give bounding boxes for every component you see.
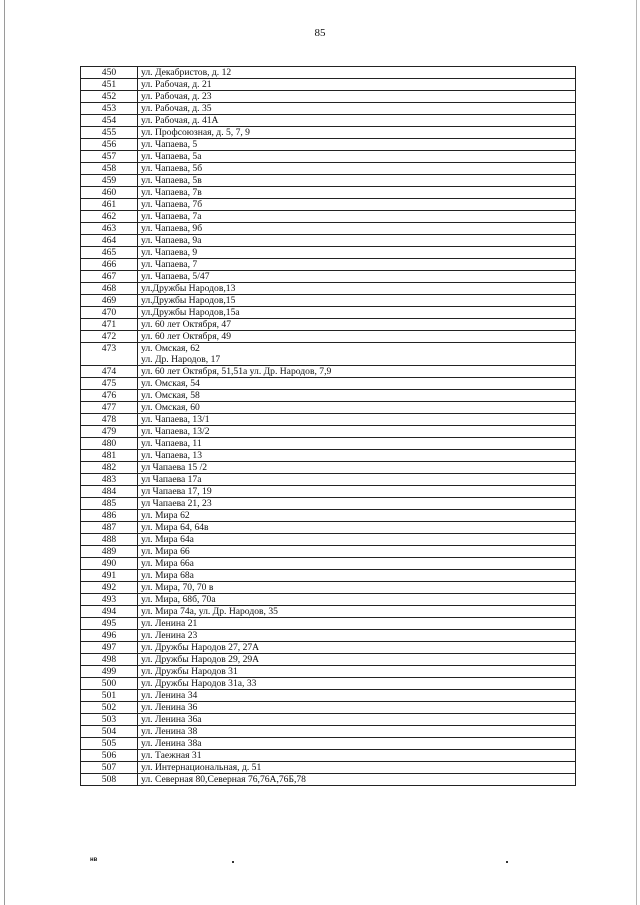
address-cell: [138, 774, 576, 786]
address-table-body: [81, 67, 576, 786]
address-cell: [138, 702, 576, 714]
address-cell: [138, 271, 576, 283]
row-number: 473: [81, 343, 138, 366]
address-cell: [138, 534, 576, 546]
table-row: [81, 259, 576, 271]
row-number: 477: [81, 402, 138, 414]
table-row: [81, 235, 576, 247]
table-row: [81, 187, 576, 199]
table-row: [81, 103, 576, 115]
address-line: ул. 60 лет Октября, 49: [141, 331, 232, 342]
row-number: 492: [81, 582, 138, 594]
address-cell: [138, 235, 576, 247]
row-number: 470: [81, 307, 138, 319]
address-line: ул. Омская, 54: [141, 378, 200, 389]
table-row: [81, 558, 576, 570]
table-row: [81, 366, 576, 378]
address-cell: [138, 366, 576, 378]
address-cell: [138, 690, 576, 702]
table-row: [81, 534, 576, 546]
table-row: [81, 199, 576, 211]
address-line: ул. Чапаева, 13/1: [141, 414, 210, 425]
table-row: [81, 163, 576, 175]
row-number: 483: [81, 474, 138, 486]
row-number: 503: [81, 714, 138, 726]
table-row: [81, 378, 576, 390]
table-row: [81, 462, 576, 474]
address-line: ул.Дружбы Народов,15: [141, 295, 236, 306]
address-line: ул. Ленина 36: [141, 702, 198, 713]
table-row: [81, 127, 576, 139]
row-number: 457: [81, 151, 138, 163]
row-number: 465: [81, 247, 138, 259]
table-row: [81, 594, 576, 606]
table-row: [81, 762, 576, 774]
address-cell: [138, 211, 576, 223]
table-row: [81, 390, 576, 402]
row-number: 494: [81, 606, 138, 618]
table-row: [81, 714, 576, 726]
address-cell: [138, 283, 576, 295]
table-row: [81, 91, 576, 103]
address-cell: [138, 175, 576, 187]
table-row: [81, 570, 576, 582]
row-number: 482: [81, 462, 138, 474]
table-row: [81, 726, 576, 738]
address-line: ул. Ленина 21: [141, 618, 198, 629]
address-line: ул. Мира, 68б, 70а: [141, 594, 216, 605]
address-cell: [138, 474, 576, 486]
address-cell: [138, 654, 576, 666]
address-line: ул. Декабристов, д. 12: [141, 67, 232, 78]
table-row: [81, 582, 576, 594]
address-cell: [138, 762, 576, 774]
address-cell: [138, 450, 576, 462]
row-number: 502: [81, 702, 138, 714]
address-cell: [138, 594, 576, 606]
address-line: ул. Чапаева, 9а: [141, 235, 202, 246]
table-row: [81, 79, 576, 91]
address-line: ул. Мира 62: [141, 510, 190, 521]
row-number: 493: [81, 594, 138, 606]
table-row: [81, 247, 576, 259]
table-row: [81, 474, 576, 486]
row-number: 450: [81, 67, 138, 79]
row-number: 487: [81, 522, 138, 534]
address-line: ул. Интернациональная, д. 51: [141, 762, 262, 773]
address-cell: [138, 510, 576, 522]
address-cell: [138, 259, 576, 271]
row-number: 490: [81, 558, 138, 570]
row-number: 462: [81, 211, 138, 223]
table-row: [81, 702, 576, 714]
row-number: 469: [81, 295, 138, 307]
table-row: [81, 678, 576, 690]
address-cell: [138, 402, 576, 414]
address-cell: [138, 438, 576, 450]
address-line: ул. Ленина 36а: [141, 714, 202, 725]
row-number: 508: [81, 774, 138, 786]
table-row: [81, 115, 576, 127]
address-cell: [138, 331, 576, 343]
address-cell: [138, 103, 576, 115]
address-line: ул. Ленина 38: [141, 726, 198, 737]
address-cell: [138, 199, 576, 211]
table-row: [81, 546, 576, 558]
address-cell: [138, 486, 576, 498]
table-row: [81, 307, 576, 319]
address-line: ул. Дружбы Народов 29, 29А: [141, 654, 260, 665]
table-row: [81, 67, 576, 79]
table-row: [81, 690, 576, 702]
address-cell: [138, 642, 576, 654]
page-edge-left: [4, 0, 5, 905]
row-number: 486: [81, 510, 138, 522]
row-number: 464: [81, 235, 138, 247]
address-line: ул. Чапаева, 5в: [141, 175, 202, 186]
address-line: ул. 60 лет Октября, 51,51а ул. Др. Народов, 7,9: [141, 366, 332, 377]
row-number: 471: [81, 319, 138, 331]
address-line: ул. Чапаева, 5/47: [141, 271, 210, 282]
row-number: 466: [81, 259, 138, 271]
address-cell: [138, 139, 576, 151]
table-row: [81, 211, 576, 223]
address-line: ул. Чапаева, 13/2: [141, 426, 210, 437]
table-row: [81, 319, 576, 331]
row-number: 451: [81, 79, 138, 91]
address-cell: [138, 163, 576, 175]
table-row: [81, 486, 576, 498]
address-cell: [138, 127, 576, 139]
table-row: [81, 151, 576, 163]
address-line: ул. Омская, 60: [141, 402, 200, 413]
address-cell: [138, 666, 576, 678]
address-cell: [138, 187, 576, 199]
address-line: ул. Мира 66а: [141, 558, 194, 569]
row-number: 480: [81, 438, 138, 450]
address-cell: [138, 462, 576, 474]
table-row: [81, 426, 576, 438]
table-row: [81, 438, 576, 450]
address-cell: [138, 750, 576, 762]
address-cell: [138, 582, 576, 594]
address-cell: [138, 738, 576, 750]
address-cell: [138, 307, 576, 319]
row-number: 458: [81, 163, 138, 175]
table-row: [81, 139, 576, 151]
footer-mark: нв: [90, 857, 98, 863]
address-line: ул. Мира 64а: [141, 534, 194, 545]
address-line: ул. Чапаева, 7б: [141, 199, 203, 210]
address-line: ул. Чапаева, 9: [141, 247, 198, 258]
address-line: ул Чапаева 17а: [141, 474, 202, 485]
address-line: ул. Мира, 70, 70 в: [141, 582, 214, 593]
table-row: [81, 402, 576, 414]
table-row: [81, 175, 576, 187]
row-number: 495: [81, 618, 138, 630]
address-table: [80, 66, 576, 786]
address-cell: [138, 91, 576, 103]
address-line: ул. Мира 68а: [141, 570, 194, 581]
row-number: 474: [81, 366, 138, 378]
address-cell: [138, 319, 576, 331]
address-line: ул. Рабочая, д. 21: [141, 79, 212, 90]
address-line: ул. Северная 80,Северная 76,76А,76Б,78: [141, 774, 306, 785]
row-number: 506: [81, 750, 138, 762]
address-line: ул. Омская, 58: [141, 390, 200, 401]
address-line: ул. Омская, 62: [141, 343, 200, 354]
address-line: ул. Ленина 23: [141, 630, 198, 641]
table-row: [81, 331, 576, 343]
row-number: 500: [81, 678, 138, 690]
address-line: ул. Таежная 31: [141, 750, 202, 761]
address-cell: [138, 630, 576, 642]
address-cell: [138, 414, 576, 426]
address-line: ул. Дружбы Народов 31а, 33: [141, 678, 257, 689]
row-number: 472: [81, 331, 138, 343]
table-row: [81, 283, 576, 295]
row-number: 505: [81, 738, 138, 750]
address-cell: [138, 390, 576, 402]
address-line: ул. Мира 74а, ул. Др. Народов, 35: [141, 606, 278, 617]
row-number: 488: [81, 534, 138, 546]
table-row: [81, 642, 576, 654]
row-number: 455: [81, 127, 138, 139]
row-number: 463: [81, 223, 138, 235]
address-cell: [138, 606, 576, 618]
address-cell: [138, 115, 576, 127]
address-line: ул. Др. Народов, 17: [141, 354, 221, 365]
row-number: 497: [81, 642, 138, 654]
address-cell: [138, 570, 576, 582]
page-edge-right: [636, 0, 637, 905]
address-cell: [138, 295, 576, 307]
row-number: 489: [81, 546, 138, 558]
address-cell: [138, 378, 576, 390]
address-cell: [138, 79, 576, 91]
row-number: 468: [81, 283, 138, 295]
row-number: 475: [81, 378, 138, 390]
table-row: [81, 654, 576, 666]
table-row: [81, 618, 576, 630]
table-row: [81, 343, 576, 366]
address-line: ул. Чапаева, 5б: [141, 163, 203, 174]
scan-dot: [506, 861, 508, 863]
address-cell: [138, 151, 576, 163]
row-number: 504: [81, 726, 138, 738]
address-cell: [138, 67, 576, 79]
row-number: 491: [81, 570, 138, 582]
address-line: ул. Чапаева, 7в: [141, 187, 202, 198]
address-cell: [138, 558, 576, 570]
address-line: ул. Дружбы Народов 31: [141, 666, 238, 677]
address-cell: [138, 498, 576, 510]
row-number: 456: [81, 139, 138, 151]
row-number: 498: [81, 654, 138, 666]
table-row: [81, 223, 576, 235]
table-row: [81, 666, 576, 678]
row-number: 499: [81, 666, 138, 678]
row-number: 461: [81, 199, 138, 211]
row-number: 454: [81, 115, 138, 127]
address-line: ул. Чапаева, 11: [141, 438, 202, 449]
address-line: ул Чапаева 15 /2: [141, 462, 208, 473]
address-line: ул. Мира 66: [141, 546, 190, 557]
row-number: 507: [81, 762, 138, 774]
row-number: 459: [81, 175, 138, 187]
row-number: 501: [81, 690, 138, 702]
table-row: [81, 630, 576, 642]
row-number: 484: [81, 486, 138, 498]
table-row: [81, 414, 576, 426]
scan-dot: [232, 861, 234, 863]
row-number: 453: [81, 103, 138, 115]
address-cell: [138, 678, 576, 690]
address-line: ул. Рабочая, д. 35: [141, 103, 212, 114]
address-cell: [138, 343, 576, 366]
address-line: ул. Мира 64, 64в: [141, 522, 209, 533]
page-number: 85: [314, 27, 326, 39]
row-number: 467: [81, 271, 138, 283]
address-line: ул.Дружбы Народов,13: [141, 283, 236, 294]
address-line: ул. Ленина 38а: [141, 738, 202, 749]
table-row: [81, 271, 576, 283]
address-line: ул. Чапаева, 9б: [141, 223, 203, 234]
row-number: 479: [81, 426, 138, 438]
address-cell: [138, 223, 576, 235]
row-number: 481: [81, 450, 138, 462]
address-cell: [138, 546, 576, 558]
row-number: 485: [81, 498, 138, 510]
address-line: ул. Чапаева, 7а: [141, 211, 202, 222]
table-row: [81, 522, 576, 534]
row-number: 452: [81, 91, 138, 103]
address-line: ул. Дружбы Народов 27, 27А: [141, 642, 260, 653]
address-cell: [138, 726, 576, 738]
address-line: ул.Дружбы Народов,15а: [141, 307, 240, 318]
address-cell: [138, 522, 576, 534]
table-row: [81, 606, 576, 618]
table-row: [81, 295, 576, 307]
address-line: ул. Рабочая, д. 23: [141, 91, 212, 102]
row-number: 478: [81, 414, 138, 426]
table-row: [81, 750, 576, 762]
table-row: [81, 738, 576, 750]
row-number: 476: [81, 390, 138, 402]
address-line: ул. Ленина 34: [141, 690, 198, 701]
row-number: 460: [81, 187, 138, 199]
address-line: ул. Чапаева, 5а: [141, 151, 202, 162]
address-line: ул. 60 лет Октября, 47: [141, 319, 232, 330]
address-line: ул. Чапаева, 13: [141, 450, 203, 461]
address-line: ул. Профсоюзная, д. 5, 7, 9: [141, 127, 250, 138]
address-line: ул Чапаева 17, 19: [141, 486, 212, 497]
address-line: ул. Чапаева, 7: [141, 259, 198, 270]
address-cell: [138, 247, 576, 259]
address-cell: [138, 714, 576, 726]
address-cell: [138, 426, 576, 438]
table-row: [81, 510, 576, 522]
row-number: 496: [81, 630, 138, 642]
address-line: ул. Рабочая, д. 41А: [141, 115, 219, 126]
address-cell: [138, 618, 576, 630]
address-line: ул Чапаева 21, 23: [141, 498, 212, 509]
table-row: [81, 774, 576, 786]
address-line: ул. Чапаева, 5: [141, 139, 198, 150]
table-row: [81, 450, 576, 462]
table-row: [81, 498, 576, 510]
